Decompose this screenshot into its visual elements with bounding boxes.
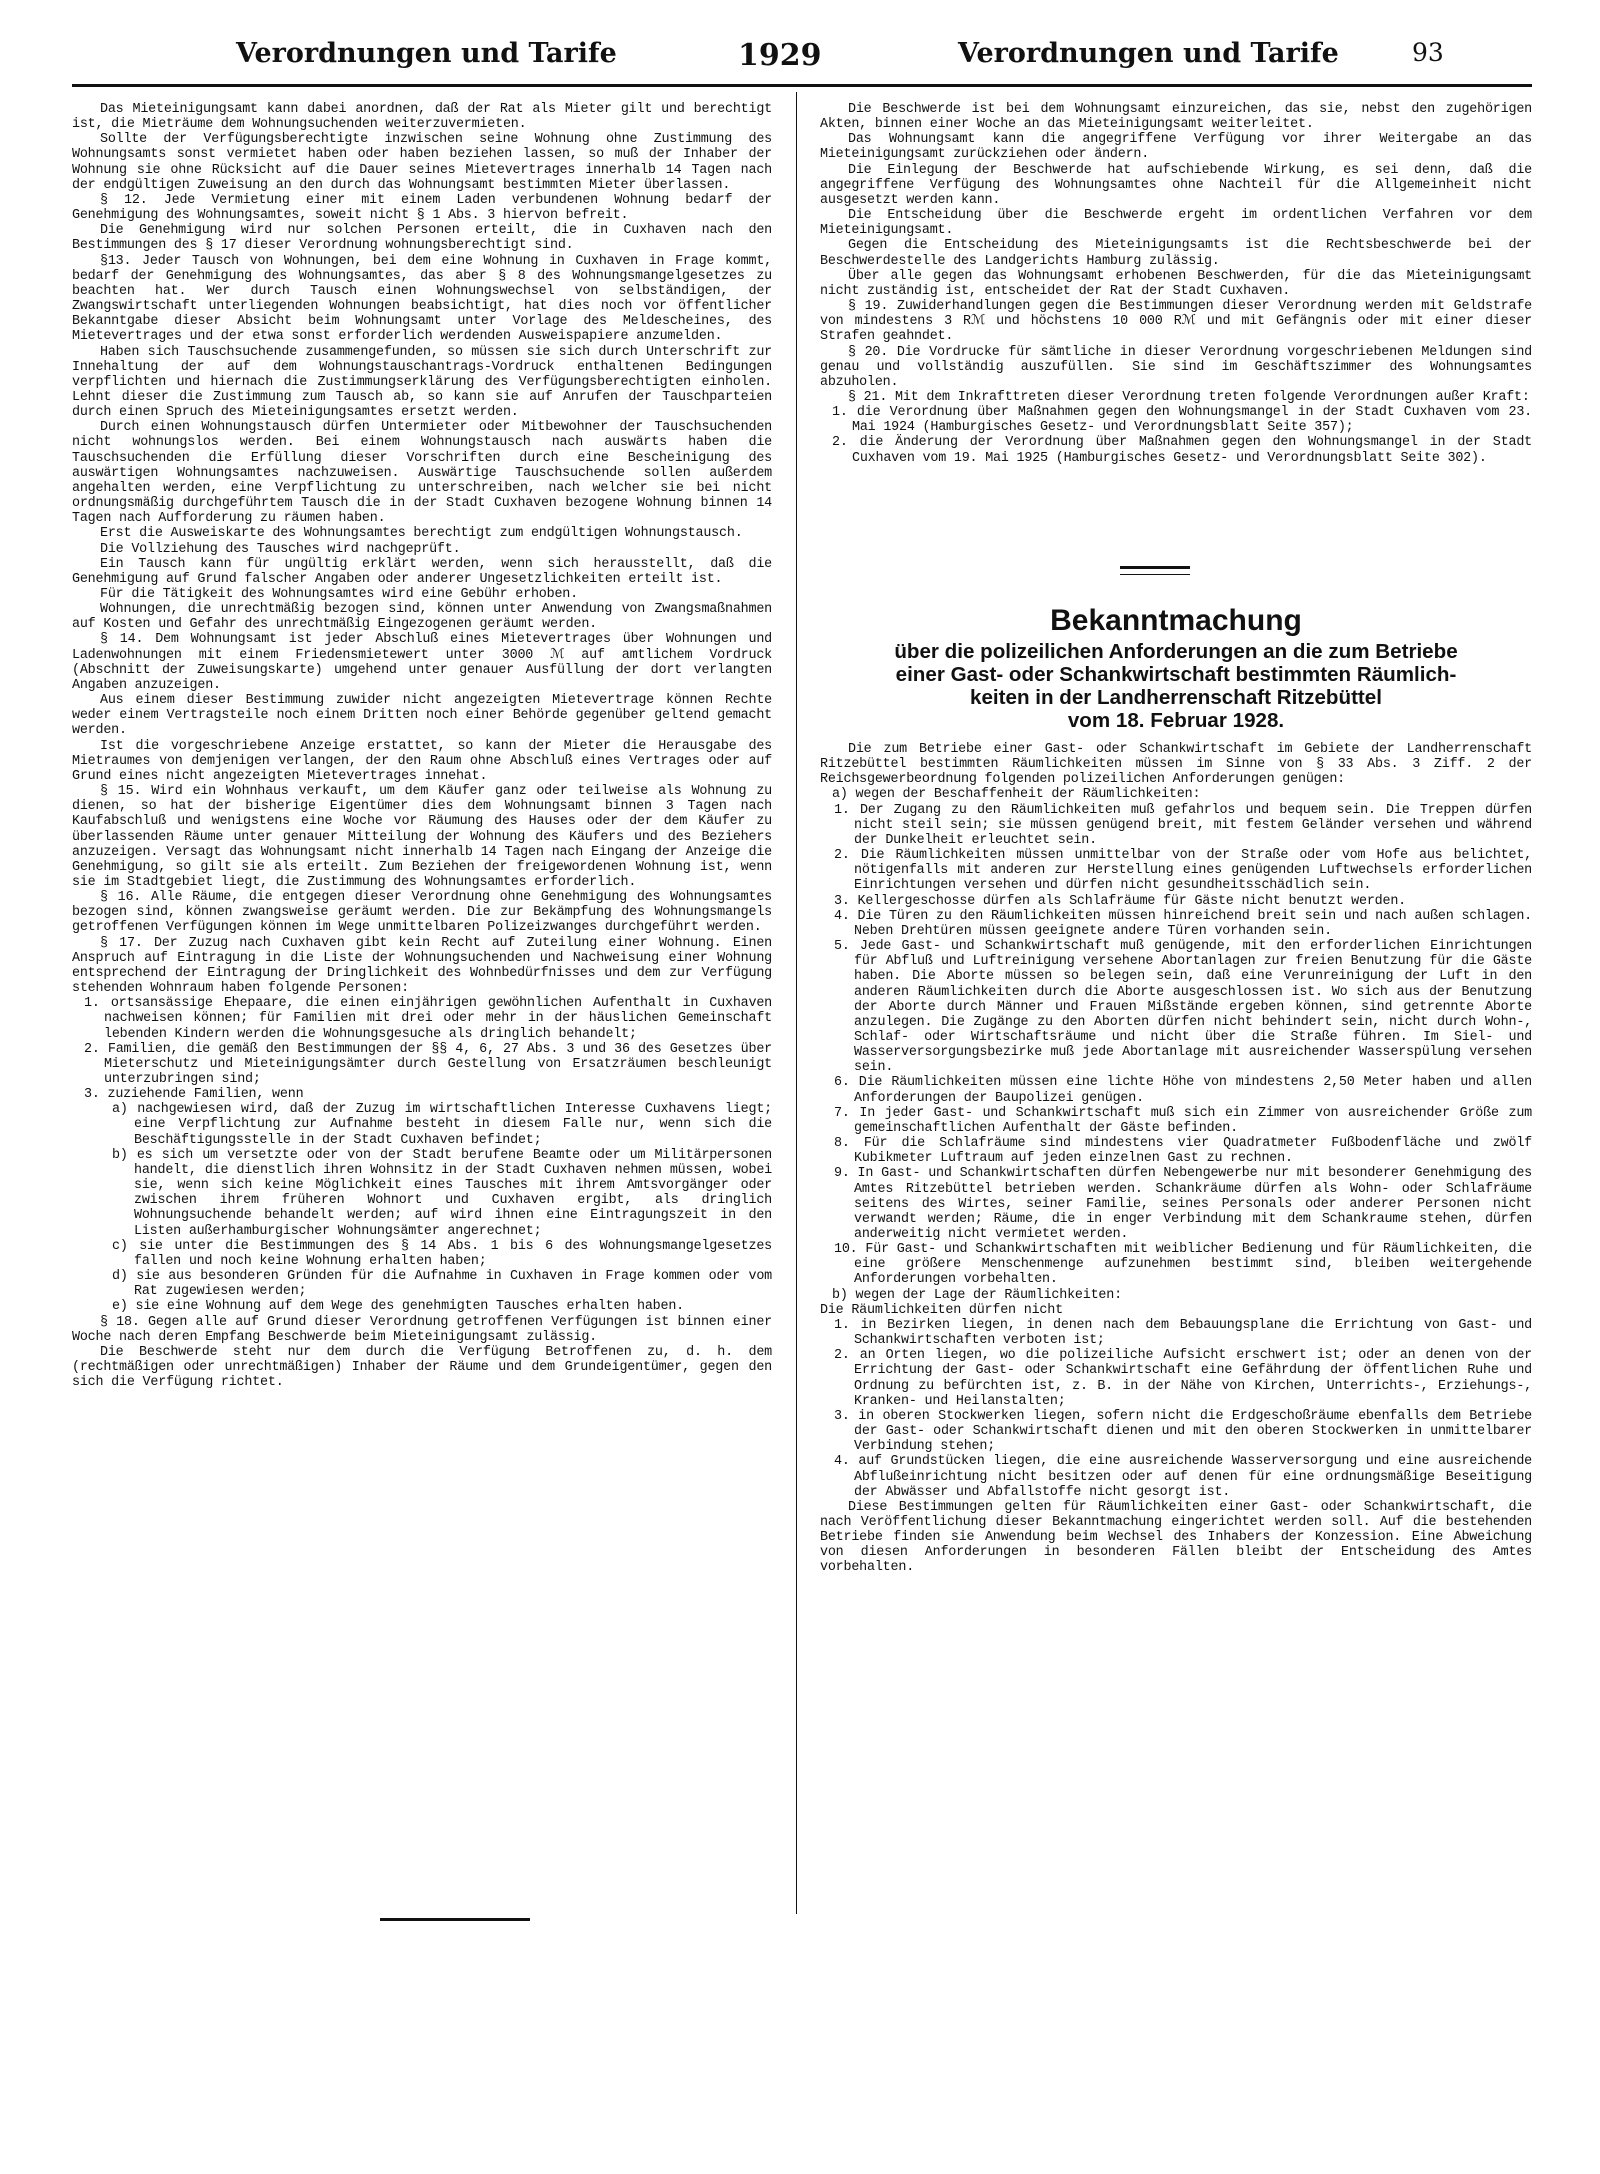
paragraph: Die Einlegung der Beschwerde hat aufschiebende Wirkung, es sei denn, daß die angegriffene Verfügung des Wohnungsamtes ohne Nachteil für die Allgemeinheit nicht ausgesetzt werden kann. — [820, 162, 1532, 208]
sub-list-item: e) sie eine Wohnung auf dem Wege des genehmigten Tausches erhalten haben. — [112, 1299, 685, 1315]
header-year: 1929 — [738, 38, 822, 73]
list-item: 3. zuziehende Familien, wenn — [84, 1087, 304, 1103]
paragraph: Die Beschwerde ist bei dem Wohnungsamt einzureichen, das sie, nebst den zugehörigen Akten, binnen einer Woche an das Mieteinigungsamt weiterleitet. — [820, 102, 1532, 133]
page-header — [0, 38, 1600, 78]
notice-title-block — [820, 602, 1532, 732]
paragraph: § 20. Die Vordrucke für sämtliche in dieser Verordnung vorgeschriebenen Meldungen sind genau und vollständig auszufüllen. Sie sind im Geschäftszimmer des Wohnungsamtes abzuholen. — [820, 344, 1532, 390]
notice-item: 4. Die Türen zu den Räumlichkeiten müssen hinreichend breit sein und nach außen schlagen. Neben Drehtüren müssen geeignete andere Türen vorhanden sein. — [834, 908, 1532, 939]
notice-section-b: b) wegen der Lage der Räumlichkeiten: — [832, 1287, 1122, 1303]
notice-body — [820, 742, 1532, 1576]
notice-item: 2. an Orten liegen, wo die polizeiliche Aufsicht erschwert ist; oder an denen von der Errichtung der Gast- oder Schankwirtschaft eine Gefährdung der öffentlichen Ruhe und Ordnung zu befürchten ist, z. B. in der Nähe von Kirchen, Unterrichts-, Erziehungs-, Kranken- und Heilanstalten; — [834, 1348, 1532, 1409]
notice-intro: Die zum Betriebe einer Gast- oder Schankwirtschaft im Gebiete der Landherrenschaft Ritzebüttel bestimmten Räumlichkeiten müssen im Sinne von § 33 Abs. 3 Ziff. 2 der Reichsgewerbeordnung folgenden polizeilichen Anforderungen genügen: — [820, 742, 1532, 788]
sub-list-item: c) sie unter die Bestimmungen des § 14 Abs. 1 bis 6 des Wohnungsmangelgesetzes fallen und noch keine Wohnung erhalten haben; — [112, 1238, 772, 1269]
header-left-title: Verordnungen und Tarife — [236, 38, 617, 69]
paragraph: Ist die vorgeschriebene Anzeige erstattet, so kann der Mieter die Herausgabe des Mietraumes von demjenigen verlangen, der den Raum ohne Abschluß eines Vertrages oder auf Grund eines nicht angezeigten Mietevertrages innehat. — [72, 738, 772, 784]
paragraph: § 14. Dem Wohnungsamt ist jeder Abschluß eines Mietevertrages über Wohnungen und Ladenwohnungen mit einem Friedensmietewert unter 3000 ℳ auf amtlichem Vordruck (Abschnitt der Zuweisungskarte) umgehend unter genauer Ausfüllung der dort verlangten Angaben anzuzeigen. — [72, 632, 772, 693]
paragraph: Die Vollziehung des Tausches wird nachgeprüft. — [100, 541, 461, 557]
notice-subtitle-line: einer Gast- oder Schankwirtschaft bestimmten Räumlich- — [895, 663, 1457, 686]
paragraph: § 17. Der Zuzug nach Cuxhaven gibt kein Recht auf Zuteilung einer Wohnung. Einen Anspruch auf Eintragung in die Liste der Wohnungsuchenden und Nachweisung einer Wohnung entsprechend der Eintragung der Dringlichkeit des Wohnbedürfnisses und dem zur Verfügung stehenden Wohnraum haben folgende Personen: — [72, 935, 772, 997]
paragraph: § 15. Wird ein Wohnhaus verkauft, um dem Käufer ganz oder teilweise als Wohnung zu dienen, so hat der bisherige Eigentümer dies dem Wohnungsamt binnen 3 Tagen nach Kaufabschluß und wenigstens eine Woche vor Räumung des Hauses oder der dem Käufer zu überlassenden Räume unter genauer Mitteilung der Wohnung des Käufers und des Beziehers anzuzeigen. Versagt das Wohnungsamt nicht innerhalb 14 Tagen nach Eingang der Anzeige die Genehmigung, so gilt sie als erteilt. Zum Beziehen der freigewordenen Wohnung ist, wenn sie im Stadtgebiet liegt, die Zustimmung des Wohnungsamtes erforderlich. — [72, 784, 772, 890]
notice-subtitle-line: vom 18. Februar 1928. — [1067, 709, 1285, 732]
notice-item: 3. in oberen Stockwerken liegen, sofern nicht die Erdgeschoßräume ebenfalls dem Betriebe der Gast- oder Schankwirtschaft dienen und mit den oberen Stockwerken in unmittelbarer Verbindung stehen; — [834, 1408, 1532, 1455]
section-rule-top — [1120, 566, 1190, 569]
list-item: 2. Familien, die gemäß den Bestimmungen der §§ 4, 6, 27 Abs. 3 und 36 des Gesetzes über Mieterschutz und Mieteinigungsämter durch Gestellung von Ersatzräumen beschleunigt unterzubringen sind; — [84, 1041, 772, 1087]
header-right-title: Verordnungen und Tarife — [958, 38, 1339, 69]
notice-item: 8. Für die Schlafräume sind mindestens vier Quadratmeter Fußbodenfläche und zwölf Kubikmeter Luftraum auf jeden einzelnen Gast zu rechnen. — [834, 1136, 1532, 1167]
paragraph: Durch einen Wohnungstausch dürfen Untermieter oder Mitbewohner der Tauschsuchenden nicht wohnungslos werden. Bei einem Wohnungstausch nach auswärts haben die Tauschsuchenden die Erfüllung dieser Vorschriften durch eine Bescheinigung des auswärtigen Wohnungsamtes nachzuweisen. Auswärtige Tauschsuchende sollen außerdem angehalten werden, eine Verpflichtung zu unterschreiben, nach welcher sie bei nicht ordnungsmäßig durchgeführtem Tausch die in der Stadt Cuxhaven bezogene Wohnung binnen 14 Tagen nach Aufforderung zu räumen haben. — [72, 420, 772, 527]
notice-item: 4. auf Grundstücken liegen, die eine ausreichende Wasserversorgung und eine ausreichende Abflußeinrichtung nicht besitzen oder auf denen für eine ordnungsmäßige Beseitigung der Abwässer und Abfallstoffe nicht gesorgt ist. — [834, 1454, 1532, 1500]
sub-list-item: b) es sich um versetzte oder von der Stadt berufene Beamte oder um Militärpersonen handelt, die dienstlich ihren Wohnsitz in der Stadt Cuxhaven nehmen müssen, wobei sie, wenn sich keine Möglichkeit eines Tausches mit ihrem Amtsvorgänger oder zwischen ihrem früheren Wohnort und Cuxhaven ergibt, als dringlich Wohnungsuchende behandelt werden; auf wird ihnen eine Eintragungszeit in den Listen außerhamburgischer Wohnungsämter angerechnet; — [112, 1147, 772, 1239]
page-number: 93 — [1412, 38, 1444, 67]
paragraph: Wohnungen, die unrechtmäßig bezogen sind, können unter Anwendung von Zwangsmaßnahmen auf Kosten und Gefahr des unrechtmäßig Eingezogenen geräumt werden. — [72, 602, 772, 633]
column-divider — [796, 92, 797, 1914]
list-item: 2. die Änderung der Verordnung über Maßnahmen gegen den Wohnungsmangel in der Stadt Cuxhaven vom 19. Mai 1925 (Hamburgisches Gesetz- und Verordnungsblatt Seite 302). — [832, 435, 1532, 466]
left-column — [72, 102, 772, 1390]
paragraph: Für die Tätigkeit des Wohnungsamtes wird eine Gebühr erhoben. — [100, 587, 578, 602]
end-rule-left — [380, 1918, 530, 1921]
sub-list-item: a) nachgewiesen wird, daß der Zuzug im wirtschaftlichen Interesse Cuxhavens liegt; eine Verpflichtung zur Aufnahme besteht in diesem Falle nur, wenn sich die Beschäftigungsstelle in der Stadt Cuxhaven befindet; — [112, 1102, 772, 1148]
notice-item: 1. Der Zugang zu den Räumlichkeiten muß gefahrlos und bequem sein. Die Treppen dürfen nicht steil sein; sie müssen genügend breit, mit festem Geländer versehen und während der Dunkelheit erleuchtet sein. — [834, 802, 1532, 848]
right-column — [820, 102, 1532, 466]
paragraph: §13. Jeder Tausch von Wohnungen, bei dem eine Wohnung in Cuxhaven in Frage kommt, bedarf der Genehmigung des Wohnungsamtes, das aber § 8 des Wohnungsmangelgesetzes zu beachten hat. Wer durch Tausch einen Wohnungswechsel von selbständigen, der Zwangswirtschaft unterliegenden Wohnungen beabsichtigt, hat dies noch vor öffentlicher Bekanntgabe dieser Absicht beim Wohnungsamt unter Vorlage des Meldescheines, des Mietevertrages und der etwa sonst erforderlich werdenden Ausweispapiere anzumelden. — [72, 253, 772, 345]
paragraph: § 16. Alle Räume, die entgegen dieser Verordnung ohne Genehmigung des Wohnungsamtes bezogen sind, können zwangsweise geräumt werden. Die zur Bekämpfung des Wohnungsmangels getroffenen Verfügungen können im Wege unmittelbaren Polizeizwanges durchgeführt werden. — [72, 890, 772, 936]
notice-section-a: a) wegen der Beschaffenheit der Räumlichkeiten: — [832, 787, 1201, 803]
notice-item: 2. Die Räumlichkeiten müssen unmittelbar von der Straße oder vom Hofe aus belichtet, nötigenfalls mit anderen zur Herstellung eines genügenden Luftwechsels erforderlichen Einrichtungen versehen und dürfen nicht gesundheitsschädlich sein. — [834, 848, 1532, 894]
paragraph: Die Beschwerde steht nur dem durch die Verfügung Betroffenen zu, d. h. dem (rechtmäßigen oder unrechtmäßigen) Inhaber der Räume und dem Grundeigentümer, gegen den sich die Verfügung richtet. — [72, 1344, 772, 1391]
paragraph: § 12. Jede Vermietung einer mit einem Laden verbundenen Wohnung bedarf der Genehmigung des Wohnungsamtes, soweit nicht § 1 Abs. 3 hiervon befreit. — [72, 192, 772, 224]
list-item: 1. ortsansässige Ehepaare, die einen einjährigen gewöhnlichen Aufenthalt in Cuxhaven nachweisen können; für Familien mit drei oder mehr in der häuslichen Gemeinschaft lebenden Kindern werden die Wohnungsgesuche als dringlich behandelt; — [84, 996, 772, 1042]
paragraph: Gegen die Entscheidung des Mieteinigungsamts ist die Rechtsbeschwerde bei der Beschwerdestelle des Landgerichts Hamburg zulässig. — [820, 238, 1532, 269]
notice-closing: Diese Bestimmungen gelten für Räumlichkeiten einer Gast- oder Schankwirtschaft, die nach Veröffentlichung dieser Bekanntmachung eingerichtet werden soll. Auf die bestehenden Betriebe finden sie Anwendung beim Wechsel des Inhabers der Konzession. Eine Abweichung von diesen Anforderungen in besonderen Fällen bleibt der Entscheidung des Amtes vorbehalten. — [820, 1499, 1532, 1576]
notice-item: 3. Kellergeschosse dürfen als Schlafräume für Gäste nicht benutzt werden. — [834, 893, 1407, 909]
paragraph: Das Wohnungsamt kann die angegriffene Verfügung vor ihrer Weitergabe an das Mieteinigungsamt zurückziehen oder ändern. — [820, 132, 1532, 163]
paragraph: Erst die Ausweiskarte des Wohnungsamtes berechtigt zum endgültigen Wohnungstausch. — [100, 526, 743, 542]
notice-subtitle-line: über die polizeilichen Anforderungen an die zum Betriebe — [894, 640, 1458, 663]
paragraph: Das Mieteinigungsamt kann dabei anordnen, daß der Rat als Mieter gilt und berechtigt ist, die Mieträume dem Wohnungsuchenden weiterzuvermieten. — [72, 102, 772, 133]
paragraph: Ein Tausch kann für ungültig erklärt werden, wenn sich herausstellt, daß die Genehmigung auf Grund falscher Angaben oder anderer Ungesetzlichkeiten erteilt ist. — [72, 556, 772, 587]
notice-item: 6. Die Räumlichkeiten müssen eine lichte Höhe von mindestens 2,50 Meter haben und allen Anforderungen der Baupolizei genügen. — [834, 1075, 1532, 1106]
sub-list-item: d) sie aus besonderen Gründen für die Aufnahme in Cuxhaven in Frage kommen oder vom Rat zugewiesen werden; — [112, 1269, 772, 1300]
notice-item: 10. Für Gast- und Schankwirtschaften mit weiblicher Bedienung und für Räumlichkeiten, die eine größere Menschenmenge aufzunehmen bestimmt sind, bleiben weitergehende Anforderungen vorbehalten. — [834, 1242, 1532, 1288]
notice-item: 5. Jede Gast- und Schankwirtschaft muß genügende, mit den erforderlichen Einrichtungen für Abfluß und Luftreinigung versehene Abortanlagen zur freien Benutzung für die Gäste haben. Die Aborte müssen so belegen sein, daß eine Verunreinigung der Luft in den anderen Räumlichkeiten durch die Aborte ausgeschlossen ist. Wo sich aus der Benutzung der Aborte durch Männer und Frauen Mißstände ergeben können, sind getrennte Aborte anzulegen. Die Zugänge zu den Aborten dürfen nicht behindert sein, nicht durch Wohn-, Schlaf- oder Wirtschaftsräume und nicht über die Straße führen. Im Siel- und Wasserversorgungsbezirke muß jede Abortanlage mit ausreichender Wasserspülung versehen sein. — [834, 939, 1532, 1076]
notice-section-b-intro: Die Räumlichkeiten dürfen nicht — [820, 1302, 1063, 1318]
paragraph: § 18. Gegen alle auf Grund dieser Verordnung getroffenen Verfügungen ist binnen einer Woche nach deren Empfang Beschwerde beim Mieteinigungsamt zulässig. — [72, 1314, 772, 1345]
paragraph: Sollte der Verfügungsberechtigte inzwischen seine Wohnung ohne Zustimmung des Wohnungsamts sonst vermietet haben oder haben beziehen lassen, so muß der Inhaber der Wohnung sie ohne Rücksicht auf die Dauer seines Mietevertrages innerhalb 14 Tagen nach der endgültigen Zuweisung an den durch das Wohnungsamt bestimmten Mieter überlassen. — [72, 132, 772, 193]
notice-item: 9. In Gast- und Schankwirtschaften dürfen Nebengewerbe nur mit besonderer Genehmigung des Amtes Ritzebüttel betrieben werden. Schankräume dürfen als Wohn- oder Schlafräume seitens des Wirtes, seiner Familie, seines Personals oder anderer Personen nicht verwandt werden; Räume, die in enger Verbindung mit dem Schankraume stehen, dürfen anderweitig nicht vermietet werden. — [834, 1166, 1532, 1242]
notice-heading: Bekanntmachung — [1050, 604, 1302, 637]
paragraph: Die Genehmigung wird nur solchen Personen erteilt, die in Cuxhaven nach den Bestimmungen des § 17 dieser Verordnung wohnungsberechtigt sind. — [72, 223, 772, 254]
paragraph: Haben sich Tauschsuchende zusammengefunden, so müssen sie sich durch Unterschrift zur Innehaltung der auf dem Wohnungstauschantrags-Vordruck enthaltenen Bedingungen verpflichten und hiernach die Zustimmungserklärung des Verfügungsberechtigten einholen. Lehnt dieser die Zustimmung zum Tausch ab, so kann sie auf Anrufen der Tauschparteien durch einen Spruch des Mieteinigungsamtes ersetzt werden. — [72, 344, 772, 421]
notice-item: 1. in Bezirken liegen, in denen nach dem Bebauungsplane die Errichtung von Gast- und Schankwirtschaften verboten ist; — [834, 1317, 1532, 1349]
section-rule-bottom — [1120, 574, 1190, 575]
header-rule — [72, 84, 1532, 87]
list-item: 1. die Verordnung über Maßnahmen gegen den Wohnungsmangel in der Stadt Cuxhaven vom 23. Mai 1924 (Hamburgisches Gesetz- und Verordnungsblatt Seite 357); — [832, 405, 1532, 436]
paragraph: Über alle gegen das Wohnungsamt erhobenen Beschwerden, für die das Mieteinigungsamt nicht zuständig ist, entscheidet der Rat der Stadt Cuxhaven. — [820, 268, 1532, 299]
paragraph: Die Entscheidung über die Beschwerde ergeht im ordentlichen Verfahren vor dem Mieteinigungsamt. — [820, 208, 1532, 239]
notice-subtitle-line: keiten in der Landherrenschaft Ritzebüttel — [970, 686, 1382, 709]
paragraph: Aus einem dieser Bestimmung zuwider nicht angezeigten Mietevertrage können Rechte weder einem Vertragsteile noch einem Dritten noch einer Behörde gegenüber geltend gemacht werden. — [72, 693, 772, 739]
notice-item: 7. In jeder Gast- und Schankwirtschaft muß sich ein Zimmer von ausreichender Größe zum gemeinschaftlichen Aufenthalt der Gäste befinden. — [834, 1105, 1532, 1136]
paragraph: § 19. Zuwiderhandlungen gegen die Bestimmungen dieser Verordnung werden mit Geldstrafe von mindestens 3 Rℳ und höchstens 10 000 Rℳ und mit Gefängnis oder mit einer dieser Strafen geahndet. — [820, 299, 1532, 345]
paragraph: § 21. Mit dem Inkrafttreten dieser Verordnung treten folgende Verordnungen außer Kraft: — [848, 389, 1530, 405]
